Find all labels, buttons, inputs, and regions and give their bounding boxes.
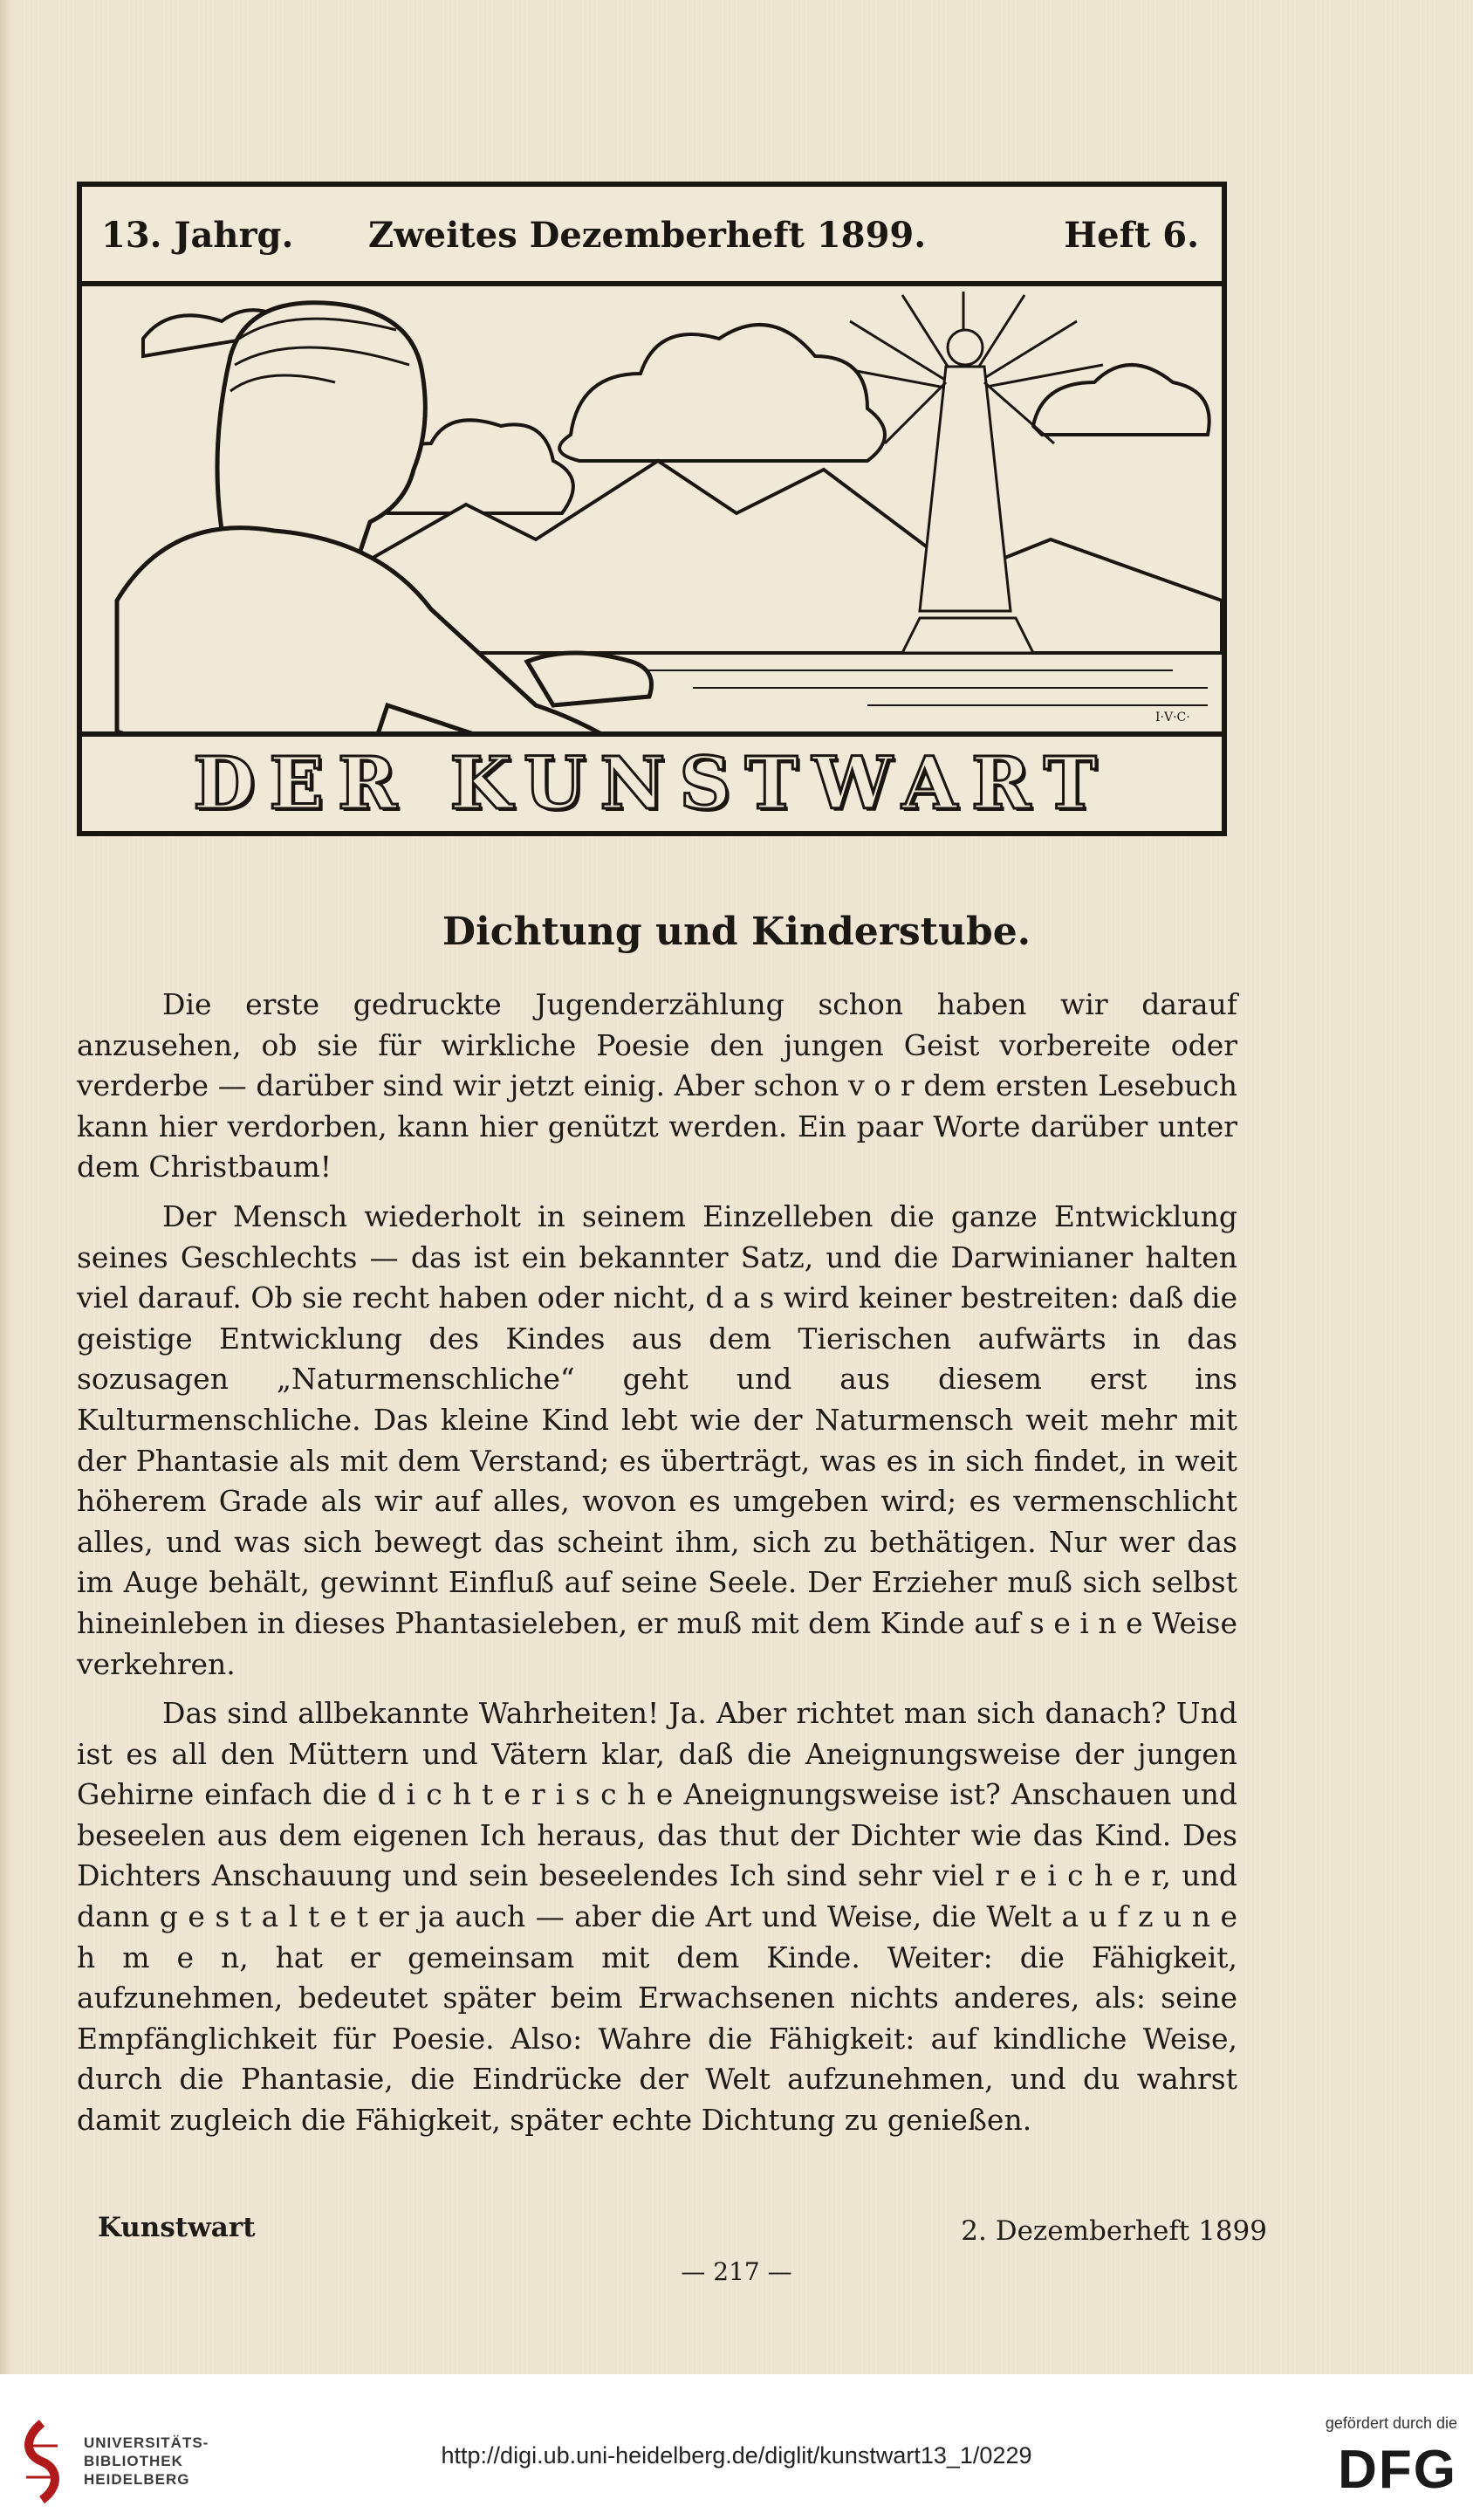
footer-issue: 2. Dezemberheft 1899 <box>961 2215 1267 2247</box>
library-name-line-2: BIBLIOTHEK <box>84 2453 183 2469</box>
volume-label: 13. Jahrg. <box>101 215 294 256</box>
masthead <box>77 182 1227 836</box>
paragraph-1: Die erste gedruckte Jugenderzählung schon haben wir darauf anzusehen, ob sie für wirkliche Poesie den jungen Geist vorbereite oder verderbe — darüber sind wir jetzt einig. Aber schon v o r dem ersten Lesebuch kann hier verdorben, kann hier genützt werden. Ein paar Worte darüber unter dem Christbaum! <box>77 987 1237 1184</box>
page-number: — 217 — <box>681 2257 792 2286</box>
page-edge-shadow <box>0 0 12 2374</box>
article-title: Dichtung und Kinderstube. <box>442 910 1031 954</box>
title-band <box>82 731 1222 831</box>
artist-monogram: I·V·C· <box>1155 711 1190 724</box>
issue-number: Heft 6. <box>1064 215 1199 256</box>
library-name-line-3: HEIDELBERG <box>84 2471 190 2488</box>
issue-bar <box>82 187 1222 286</box>
source-url-link[interactable]: http://digi.ub.uni-heidelberg.de/diglit/kunstwart13_1/0229 <box>441 2442 1032 2469</box>
paragraph-2: Der Mensch wiederholt in seinem Einzelleben die ganze Entwicklung seines Geschlechts — das ist ein bekannter Satz, und die Darwinianer halten viel darauf. Ob sie recht haben oder nicht, d a s wird keiner bestreiten: daß die geistige Entwicklung des Kindes aus dem Tierischen aufwärts in das sozusagen „Naturmenschliche“ geht und aus diesem erst ins Kulturmenschliche. Das kleine Kind lebt wie der Naturmensch weit mehr mit der Phantasie als mit dem Verstand; es überträgt, was es in sich findet, in weit höherem Grade als wir auf alles, wovon es umgeben wird; es vermenschlicht alles, und was sich bewegt das scheint ihm, sich zu bethätigen. Nur wer das im Auge behält, gewinnt Einfluß auf seine Seele. Der Erzieher muß sich selbst hineinleben in dieses Phantasieleben, er muß mit dem Kinde auf s e i n e Weise verkehren. <box>77 1198 1237 1681</box>
issue-date: Zweites Dezemberheft 1899. <box>368 215 927 256</box>
library-name-line-1: UNIVERSITÄTS- <box>84 2434 209 2451</box>
journal-title: DER KUNSTWART <box>193 742 1111 826</box>
funder-label: gefördert durch die <box>1325 2414 1457 2432</box>
masthead-illustration <box>82 286 1222 731</box>
footer-journal: Kunstwart <box>98 2212 256 2243</box>
dfg-logo: DFG <box>1338 2440 1457 2500</box>
illustration-svg <box>82 286 1222 731</box>
paragraph-3: Das sind allbekannte Wahrheiten! Ja. Aber richtet man sich danach? Und ist es all den Müttern und Vätern klar, daß die Aneignungsweise der jungen Gehirne einfach die d i c h t e r i s c h e Aneignungsweise ist? Anschauen und beseelen aus dem eigenen Ich heraus, das thut der Dichter wie das Kind. Des Dichters Anschauung und sein beseelendes Ich sind sehr viel r e i c h e r, und dann g e s t a l t e t er ja auch — aber die Art und Weise, die Welt a u f z u n e h m e n, hat er gemeinsam mit dem Kinde. Weiter: die Fähigkeit, aufzunehmen, bedeutet später beim Erwachsenen nichts anderes, als: seine Empfänglichkeit für Poesie. Also: Wahre die Fähigkeit: auf kindliche Weise, durch die Phantasie, die Eindrücke der Welt aufzunehmen, und du wahrst damit zugleich die Fähigkeit, später echte Dichtung zu genießen. <box>77 1696 1237 2138</box>
article-body <box>77 985 1237 2150</box>
